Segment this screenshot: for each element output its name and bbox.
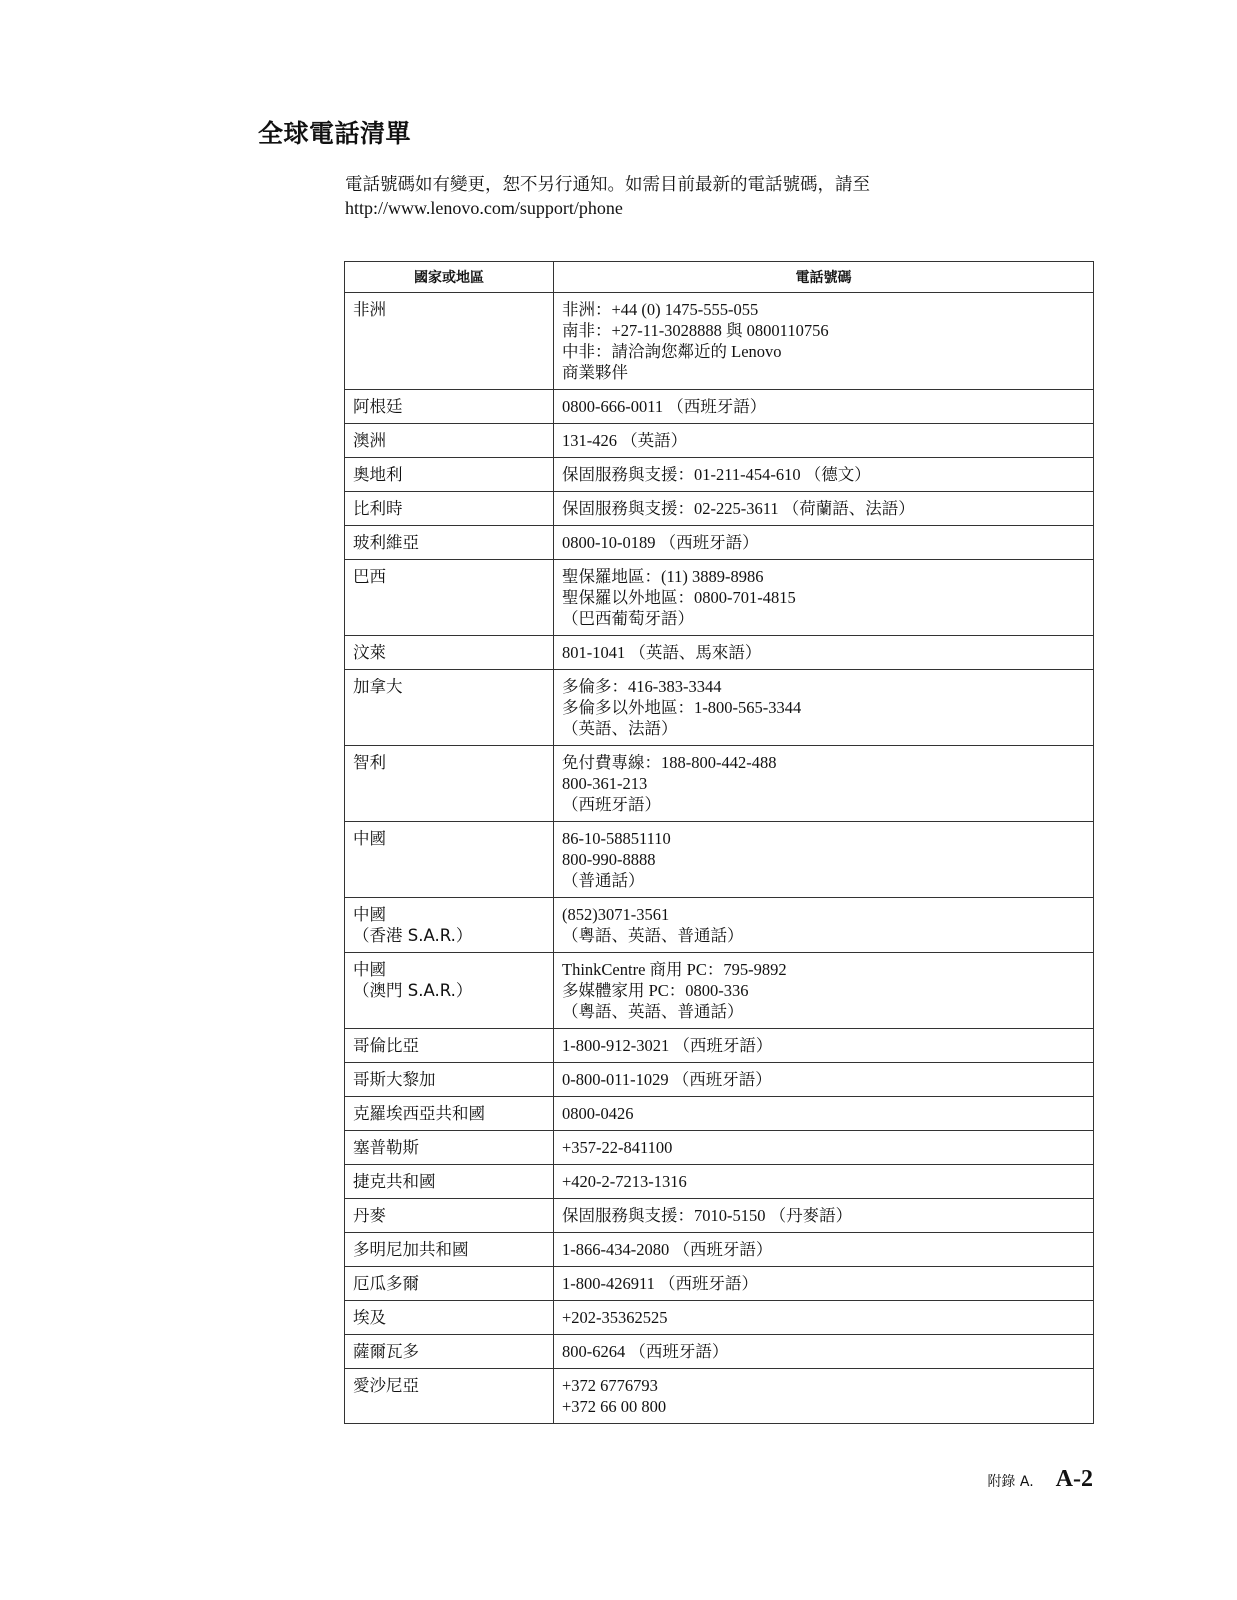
phone-cell xyxy=(554,636,1094,670)
region-cell xyxy=(345,1301,554,1335)
phone-cell xyxy=(554,953,1094,1029)
table-row xyxy=(345,390,1094,424)
phone-line: 中非：請洽詢您鄰近的 Lenovo xyxy=(562,342,782,361)
region-cell xyxy=(345,1267,554,1301)
phone-line: 0800-10-0189 （西班牙語） xyxy=(562,533,759,552)
region-line: 埃及 xyxy=(353,1308,386,1327)
table-row xyxy=(345,1267,1094,1301)
phone-line: （英語、法語） xyxy=(562,719,678,738)
region-cell xyxy=(345,560,554,636)
region-line: 薩爾瓦多 xyxy=(353,1342,419,1361)
phone-line: （巴西葡萄牙語） xyxy=(562,609,694,628)
phone-line: （粵語、英語、普通話） xyxy=(562,1002,744,1021)
appendix-label: 附錄 A. xyxy=(987,1474,1034,1490)
phone-cell xyxy=(554,1063,1094,1097)
region-cell xyxy=(345,898,554,953)
region-cell xyxy=(345,670,554,746)
phone-line: +357-22-841100 xyxy=(562,1138,673,1157)
phone-line: （普通話） xyxy=(562,871,645,890)
phone-line: 免付費專線：188-800-442-488 xyxy=(562,753,777,772)
table-row xyxy=(345,1029,1094,1063)
table-row xyxy=(345,1165,1094,1199)
phone-cell xyxy=(554,1097,1094,1131)
region-line: 巴西 xyxy=(353,567,386,586)
phone-cell xyxy=(554,898,1094,953)
phone-line: 1-800-912-3021 （西班牙語） xyxy=(562,1036,773,1055)
intro-paragraph xyxy=(345,174,1105,220)
region-cell xyxy=(345,293,554,390)
phone-line: 多媒體家用 PC：0800-336 xyxy=(562,981,749,1000)
phone-cell xyxy=(554,458,1094,492)
phone-line: ThinkCentre 商用 PC：795-9892 xyxy=(562,960,787,979)
phone-cell xyxy=(554,526,1094,560)
phone-cell xyxy=(554,1131,1094,1165)
region-cell xyxy=(345,746,554,822)
phone-cell xyxy=(554,1233,1094,1267)
phone-cell xyxy=(554,1267,1094,1301)
region-cell xyxy=(345,390,554,424)
table-row xyxy=(345,492,1094,526)
region-cell xyxy=(345,1131,554,1165)
phone-cell xyxy=(554,1029,1094,1063)
region-cell xyxy=(345,636,554,670)
region-cell xyxy=(345,492,554,526)
phone-line: +372 66 00 800 xyxy=(562,1397,667,1416)
table-row xyxy=(345,822,1094,898)
phone-line: 0800-0426 xyxy=(562,1104,634,1123)
phone-line: 保固服務與支援：7010-5150 （丹麥語） xyxy=(562,1206,853,1225)
region-cell xyxy=(345,526,554,560)
phone-line: 商業夥伴 xyxy=(562,363,628,382)
table-row xyxy=(345,1233,1094,1267)
phone-cell xyxy=(554,390,1094,424)
region-line: 克羅埃西亞共和國 xyxy=(353,1104,485,1123)
phone-cell xyxy=(554,746,1094,822)
phone-line: （粵語、英語、普通話） xyxy=(562,926,744,945)
table-row xyxy=(345,1063,1094,1097)
region-cell xyxy=(345,1199,554,1233)
phone-line: 多倫多以外地區：1-800-565-3344 xyxy=(562,698,802,717)
phone-cell xyxy=(554,492,1094,526)
region-line: （澳門 S.A.R.） xyxy=(353,981,473,1000)
phone-cell xyxy=(554,822,1094,898)
table-row xyxy=(345,1369,1094,1424)
phone-line: 多倫多：416-383-3344 xyxy=(562,677,722,696)
region-cell xyxy=(345,1369,554,1424)
table-row xyxy=(345,560,1094,636)
region-cell xyxy=(345,424,554,458)
table-row xyxy=(345,1097,1094,1131)
phone-table xyxy=(344,261,1094,1424)
region-line: 智利 xyxy=(353,753,386,772)
phone-line: +202-35362525 xyxy=(562,1308,668,1327)
phone-line: 801-1041 （英語、馬來語） xyxy=(562,643,762,662)
table-row xyxy=(345,1199,1094,1233)
region-line: （香港 S.A.R.） xyxy=(353,926,473,945)
table-row xyxy=(345,636,1094,670)
phone-cell xyxy=(554,424,1094,458)
region-cell xyxy=(345,1233,554,1267)
page-number: A-2 xyxy=(1055,1466,1093,1492)
region-line: 玻利維亞 xyxy=(353,533,419,552)
table-row xyxy=(345,953,1094,1029)
phone-cell xyxy=(554,1199,1094,1233)
region-line: 中國 xyxy=(353,905,386,924)
phone-line: (852)3071-3561 xyxy=(562,905,670,924)
intro-text: 電話號碼如有變更，恕不另行通知。如需目前最新的電話號碼，請至 xyxy=(345,175,870,195)
region-line: 加拿大 xyxy=(353,677,403,696)
table-body xyxy=(345,293,1094,1424)
table-row xyxy=(345,458,1094,492)
phone-line: 聖保羅以外地區：0800-701-4815 xyxy=(562,588,796,607)
region-line: 中國 xyxy=(353,960,386,979)
region-line: 汶萊 xyxy=(353,643,386,662)
phone-line: 非洲：+44 (0) 1475-555-055 xyxy=(562,300,759,319)
region-line: 非洲 xyxy=(353,300,386,319)
phone-line: 800-361-213 xyxy=(562,774,648,793)
phone-line: 聖保羅地區：(11) 3889-8986 xyxy=(562,567,764,586)
region-line: 澳洲 xyxy=(353,431,386,450)
table-row xyxy=(345,1131,1094,1165)
table-row xyxy=(345,1301,1094,1335)
region-column-header: 國家或地區 xyxy=(345,262,554,293)
table-row xyxy=(345,670,1094,746)
region-line: 奧地利 xyxy=(353,465,403,484)
region-cell xyxy=(345,822,554,898)
phone-line: 保固服務與支援：01-211-454-610 （德文） xyxy=(562,465,871,484)
phone-line: 800-990-8888 xyxy=(562,850,656,869)
table-header-row xyxy=(345,262,1094,293)
phone-cell xyxy=(554,1369,1094,1424)
region-line: 多明尼加共和國 xyxy=(353,1240,469,1259)
phone-cell xyxy=(554,293,1094,390)
table-row xyxy=(345,898,1094,953)
phone-cell xyxy=(554,560,1094,636)
phone-column-header: 電話號碼 xyxy=(554,262,1094,293)
table-row xyxy=(345,424,1094,458)
phone-line: +372 6776793 xyxy=(562,1376,658,1395)
region-line: 捷克共和國 xyxy=(353,1172,436,1191)
region-cell xyxy=(345,1165,554,1199)
phone-cell xyxy=(554,670,1094,746)
region-line: 厄瓜多爾 xyxy=(353,1274,419,1293)
phone-line: 1-800-426911 （西班牙語） xyxy=(562,1274,759,1293)
phone-cell xyxy=(554,1165,1094,1199)
phone-line: 保固服務與支援：02-225-3611 （荷蘭語、法語） xyxy=(562,499,915,518)
phone-line: （西班牙語） xyxy=(562,795,661,814)
phone-line: 131-426 （英語） xyxy=(562,431,688,450)
phone-cell xyxy=(554,1335,1094,1369)
table-row xyxy=(345,1335,1094,1369)
region-line: 愛沙尼亞 xyxy=(353,1376,419,1395)
phone-line: 1-866-434-2080 （西班牙語） xyxy=(562,1240,773,1259)
phone-line: 86-10-58851110 xyxy=(562,829,671,848)
region-line: 阿根廷 xyxy=(353,397,403,416)
region-cell xyxy=(345,1335,554,1369)
phone-cell xyxy=(554,1301,1094,1335)
phone-line: 0-800-011-1029 （西班牙語） xyxy=(562,1070,772,1089)
page-footer xyxy=(987,1466,1093,1493)
region-line: 丹麥 xyxy=(353,1206,386,1225)
region-line: 塞普勒斯 xyxy=(353,1138,419,1157)
region-line: 哥倫比亞 xyxy=(353,1036,419,1055)
region-cell xyxy=(345,1029,554,1063)
support-url: http://www.lenovo.com/support/phone xyxy=(345,198,623,218)
region-line: 比利時 xyxy=(353,499,403,518)
phone-line: 南非：+27-11-3028888 與 0800110756 xyxy=(562,321,829,340)
region-line: 哥斯大黎加 xyxy=(353,1070,436,1089)
phone-line: 800-6264 （西班牙語） xyxy=(562,1342,729,1361)
phone-line: +420-2-7213-1316 xyxy=(562,1172,687,1191)
region-cell xyxy=(345,953,554,1029)
page-title: 全球電話清單 xyxy=(258,119,412,148)
table-row xyxy=(345,526,1094,560)
phone-line: 0800-666-0011 （西班牙語） xyxy=(562,397,767,416)
table-row xyxy=(345,746,1094,822)
region-cell xyxy=(345,1097,554,1131)
table-row xyxy=(345,293,1094,390)
region-line: 中國 xyxy=(353,829,386,848)
region-cell xyxy=(345,458,554,492)
region-cell xyxy=(345,1063,554,1097)
